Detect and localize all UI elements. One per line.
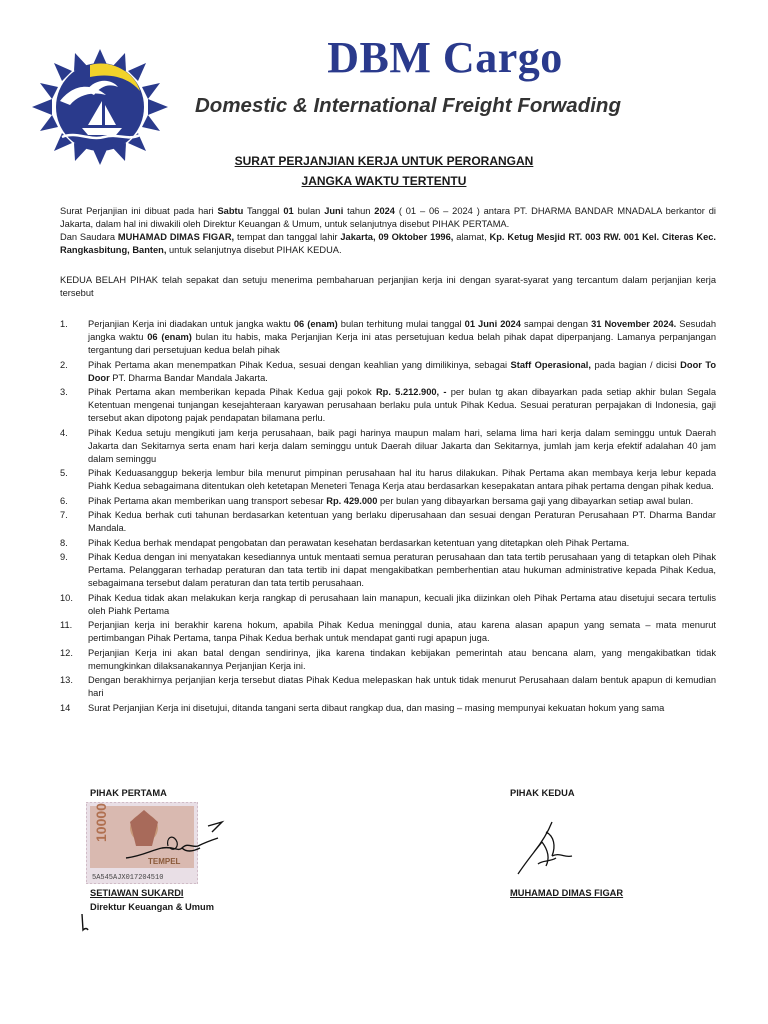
list-item: 13. Dengan berakhirnya perjanjian kerja tersebut diatas Pihak Kedua melepaskan hak untuk tidak menurut Perusahaan dalam bentuk apapun di kemudian hari: [60, 675, 716, 698]
company-name: DBM Cargo: [327, 33, 563, 82]
list-item: 2. Pihak Pertama akan menempatkan Pihak Kedua, sesuai dengan keahlian yang dimilikinya, sebagai Staff Operasional, pada bagian / dicisi Door To Door PT. Dharma Bandar Mandala Jakarta.: [60, 359, 716, 383]
document-title: SURAT PERJANJIAN KERJA UNTUK PERORANGAN: [234, 154, 534, 168]
list-item: 10. Pihak Kedua tidak akan melakukan kerja rangkap di perusahaan lain manapun, kecuali jika diizinkan oleh Pihak Pertama atau disetujui secara tertulis oleh Piahk Pertama: [60, 592, 716, 616]
first-party-signature-icon: [122, 818, 232, 868]
list-item: 9. Pihak Kedua dengan ini menyatakan kesediannya untuk mentaati semua peraturan perusahaan dan tata tertib perusahaan yang di tetapkan oleh Pihak Pertama. Pelanggaran terhadap peraturan dan tata tertib ini dapat mengakibatkan pemberhentian atau hukuman administrative kepada Pihak Kedua, sebagaimana tersebut dalam peraturan dan tata tertib perusahaan.: [60, 552, 716, 588]
svg-text:10000: 10000: [93, 803, 109, 842]
list-item: 5. Pihak Keduasanggup bekerja lembur bila menurut pimpinan perusahaan hal itu harus dilakukan. Pihak Pertama akan membaya kerja lebur kepada Piahk Kedua sebagaimana ditentukan oleh ketetapan Meneteri Tenaga Kerja atau berdasarkan kesepakatan antara pihak pertama dengan pihak kedua.: [60, 468, 716, 491]
svg-text:5A545AJX017204510: 5A545AJX017204510: [92, 874, 164, 882]
intro-paragraph-2: Dan Saudara MUHAMAD DIMAS FIGAR, tempat dan tanggal lahir Jakarta, 09 Oktober 1996, alamat, Kp. Ketug Mesjid RT. 003 RW. 001 Kel. Citeras Kec. Rangkasbitung, Banten, untuk selanjutnya disebut PIHAK KEDUA.: [60, 232, 716, 255]
list-item: 6. Pihak Pertama akan memberikan uang transport sebesar Rp. 429.000 per bulan yang dibayarkan bersama gaji yang dibayarkan setiap awal bulan.: [60, 495, 694, 506]
first-party-name: SETIAWAN SUKARDI: [90, 888, 184, 898]
second-party-label: PIHAK KEDUA: [510, 788, 575, 798]
list-item: 4. Pihak Kedua setuju mengikuti jam kerja perusahaan, baik pagi harinya maupun malam hari, selama lima hari kerja dalam seminggu untuk Daerah Jakarta dan Sekitarnya serta enam hari kerja dalam seminggu untuk Daerah diluar Jakarta dan Sekitarnya, jumlah jam kerja efektif adalahan 40 jam dalam seminggu: [60, 427, 716, 464]
list-item: 7. Pihak Kedua berhak cuti tahunan berdasarkan ketentuan yang berlaku diperusahaan dan sesuai dengan Peraturan Perusahaan PT. Dharma Bandar Mandala.: [60, 510, 716, 533]
list-item: 8. Pihak Kedua berhak mendapat pengobatan dan perawatan kesehatan berdasarkan ketentuan yang ditetapkan oleh Pihak Pertama.: [60, 537, 630, 548]
intro-paragraph-1: Surat Perjanjian ini dibuat pada hari Sabtu Tanggal 01 bulan Juni tahun 2024 ( 01 – 06 – 2024 ) antara PT. DHARMA BANDAR MNADALA berkantor di Jakarta, dalam hal ini diwakili oleh Direktur Keuangan & Umum, untuk selanjutnya disebut PIHAK PERTAMA.: [60, 206, 716, 229]
list-item: 12. Perjanjian Kerja ini akan batal dengan sendirinya, jika karena tindakan kebijakan pemerintah atau bencana alam, yang mengakibatkan tidak memungkinkan dilaksanakannya Perjanjian Kerja ini.: [60, 647, 716, 671]
pen-mark-icon: [78, 912, 92, 934]
list-item: 3. Pihak Pertama akan memberikan kepada Pihak Kedua gaji pokok Rp. 5.212.900, - per bulan tg akan dibayarkan pada setiap akhir bulan Segala Ketentuan mengenai tunjangan kesejahteraan karyawan perusahaan berlaku pula untuk Pihak Kedua. Sesuai peraturan perpajakan di Indonesia, gaji tersebut akan dipotong pajak pendapatan bilamana perlu.: [60, 387, 716, 423]
list-item: 14 Surat Perjanjian Kerja ini disetujui, ditanda tangani serta dibaut rangkap dua, dan masing – masing mempunyai kekuatan hokum yang sama: [60, 702, 665, 713]
document-subtitle: JANGKA WAKTU TERTENTU: [301, 174, 467, 188]
list-item: 11. Perjanjian kerja ini berakhir karena hokum, apabila Pihak Kedua meninggal dunia, atau karena alasan apapun yang semata – mata menurut pertimbangan Pihak Pertama, tanpa Pihak Kedua berhak untuk mendapat ganti rugi apapun juga.: [60, 620, 716, 643]
terms-list: [60, 318, 716, 716]
company-tagline: Domestic & International Freight Forwading: [195, 94, 621, 117]
first-party-label: PIHAK PERTAMA: [90, 788, 167, 798]
second-party-name: MUHAMAD DIMAS FIGAR: [510, 888, 624, 898]
letterhead: [195, 30, 755, 118]
first-party-role: Direktur Keuangan & Umum: [90, 902, 214, 912]
second-party-signature-icon: [512, 812, 582, 880]
agreement-paragraph: KEDUA BELAH PIHAK telah sepakat dan setuju menerima pembaharuan perjanjian kerja ini dengan syarat-syarat yang tercantum dalam perjanjian kerja tersebut: [60, 275, 716, 298]
intro-section: [60, 205, 716, 257]
svg-text:TEMPEL: TEMPEL: [148, 857, 181, 866]
list-item: 1. Perjanjian Kerja ini diadakan untuk jangka waktu 06 (enam) bulan terhitung mulai tanggal 01 Juni 2024 sampai dengan 31 November 2024. Sesudah jangka waktu 06 (enam) bulan itu habis, maka Perjanjian Kerja ini atas persetujuan kedua belah pihak dapat diperpanjang. Lamanya perpanjangan tergantung dari persetujuan kedua belah pihak: [60, 319, 717, 355]
